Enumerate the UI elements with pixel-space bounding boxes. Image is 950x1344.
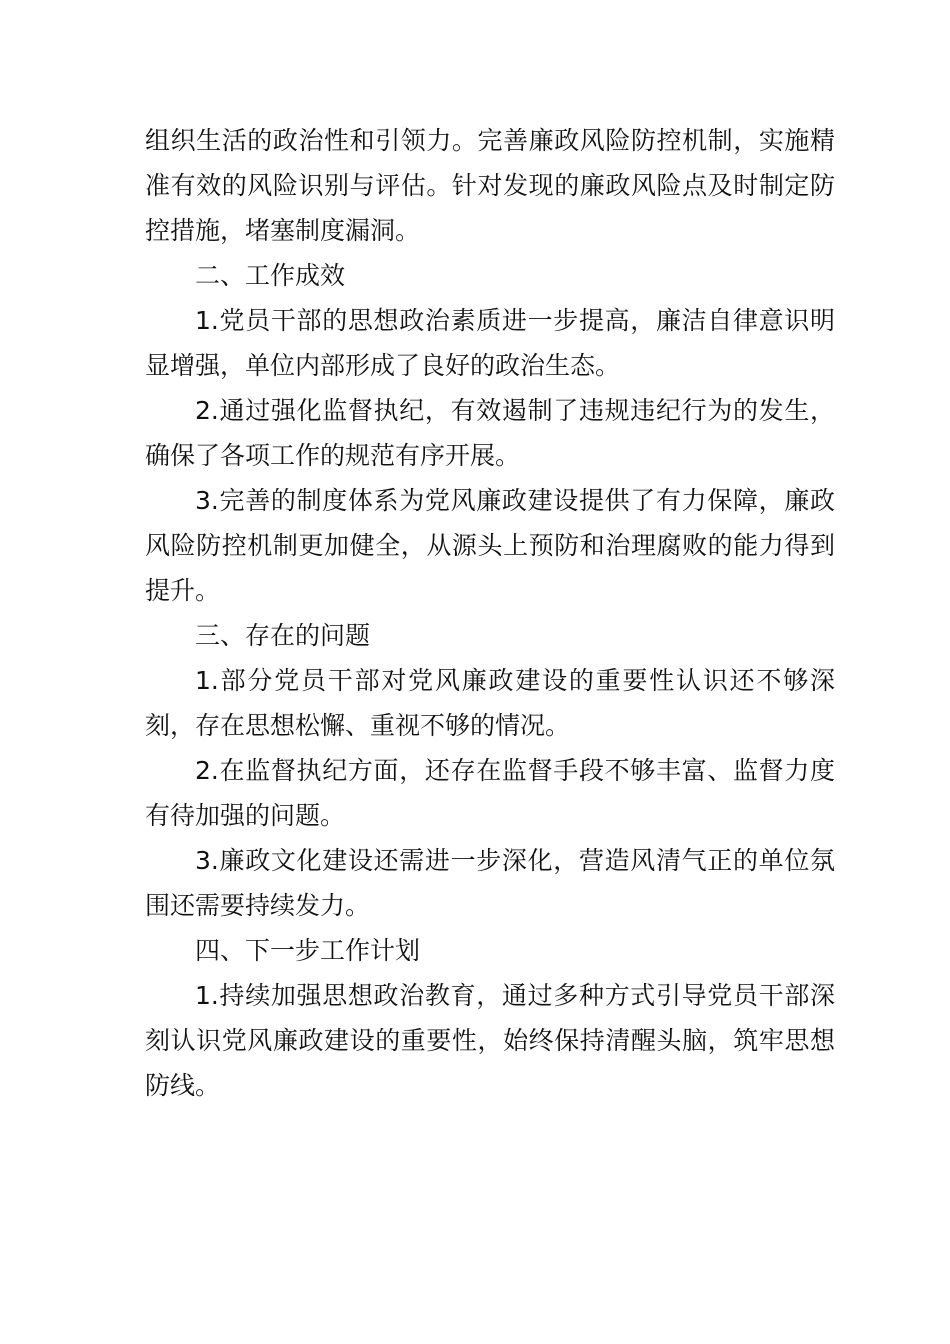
section-heading-results: 二、工作成效: [195, 261, 346, 290]
paragraph-plan-1: 1.持续加强思想政治教育，通过多种方式引导党员干部深刻认识党风廉政建设的重要性，始终保持清醒头脑，筑牢思想防线。: [145, 981, 835, 1100]
paragraph-result-3: 3.完善的制度体系为党风廉政建设提供了有力保障，廉政风险防控机制更加健全，从源头上预防和治理腐败的能力得到提升。: [145, 486, 835, 605]
section-heading-problems: 三、存在的问题: [195, 621, 371, 650]
paragraph-continued-intro: 组织生活的政治性和引领力。完善廉政风险防控机制，实施精准有效的风险识别与评估。针对发现的廉政风险点及时制定防控措施，堵塞制度漏洞。: [145, 126, 835, 245]
section-heading-plan: 四、下一步工作计划: [195, 936, 421, 965]
paragraph-problem-2: 2.在监督执纪方面，还存在监督手段不够丰富、监督力度有待加强的问题。: [145, 756, 835, 830]
paragraph-result-2: 2.通过强化监督执纪，有效遏制了违规违纪行为的发生，确保了各项工作的规范有序开展。: [145, 396, 835, 470]
paragraph-result-1: 1.党员干部的思想政治素质进一步提高，廉洁自律意识明显增强，单位内部形成了良好的政治生态。: [145, 306, 835, 380]
paragraph-problem-1: 1.部分党员干部对党风廉政建设的重要性认识还不够深刻，存在思想松懈、重视不够的情况。: [145, 666, 835, 740]
paragraph-problem-3: 3.廉政文化建设还需进一步深化，营造风清气正的单位氛围还需要持续发力。: [145, 846, 835, 920]
document-body: [145, 118, 835, 1108]
